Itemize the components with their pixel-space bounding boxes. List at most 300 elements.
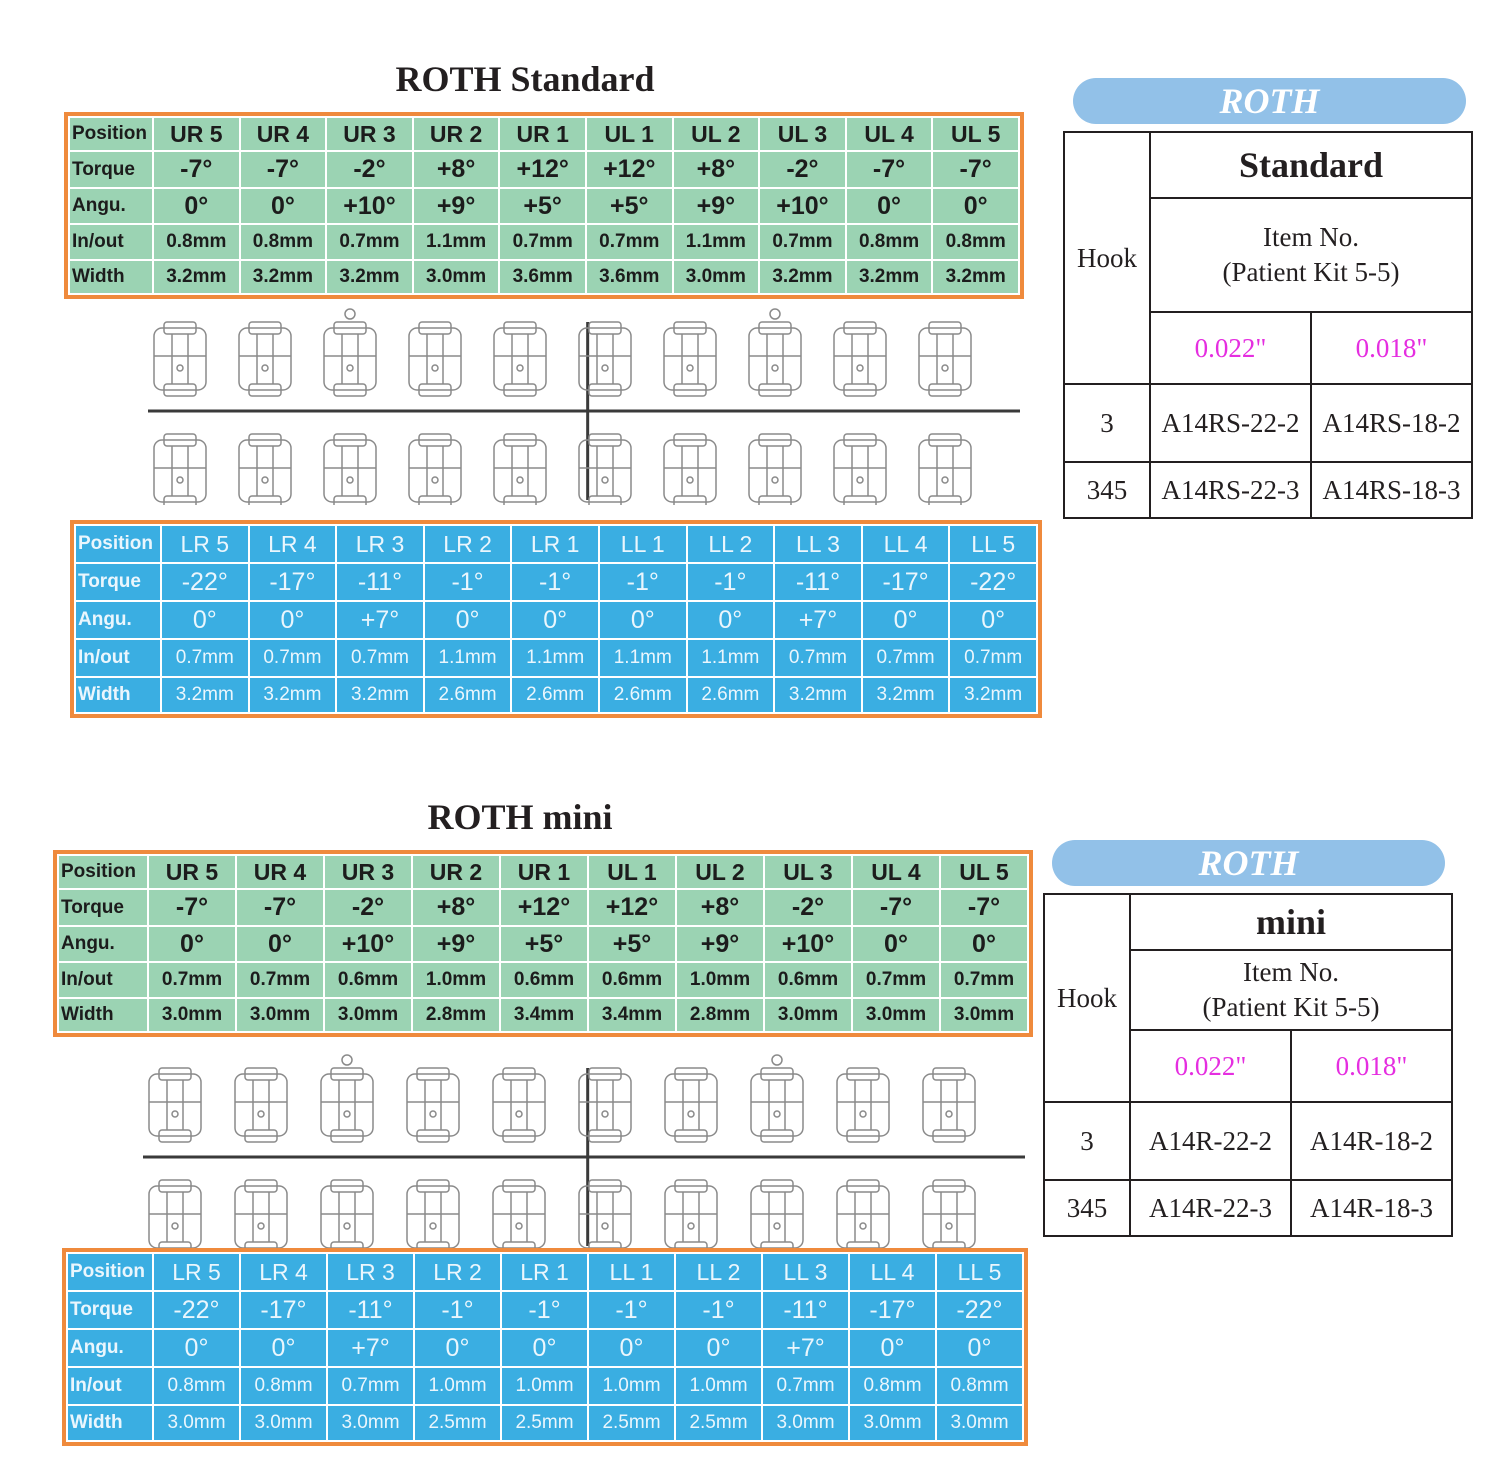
value-cell: -1°	[588, 1291, 675, 1329]
bracket-icon	[409, 434, 461, 505]
value-cell: 3.0mm	[324, 998, 412, 1032]
upper-spec-table-standard	[68, 116, 1020, 295]
row-label: Angu.	[69, 188, 153, 224]
value-cell: 3.2mm	[326, 260, 413, 294]
value-cell: +12°	[588, 889, 676, 926]
torque-row	[75, 563, 1037, 601]
row-label: Position	[69, 117, 153, 151]
value-cell: 0.8mm	[932, 224, 1019, 260]
item-table-standard	[1063, 131, 1473, 519]
hook-header: Hook	[1044, 894, 1130, 1102]
value-cell: 0.7mm	[327, 1367, 414, 1405]
value-cell: -1°	[424, 563, 512, 601]
value-cell: 0°	[153, 1329, 240, 1367]
tooth-position-cell: LL 2	[675, 1253, 762, 1291]
row-label: Angu.	[75, 601, 161, 639]
value-cell: 0°	[501, 1329, 588, 1367]
tooth-position-cell: UL 1	[586, 117, 673, 151]
bracket-icon	[749, 434, 801, 505]
angulation-row	[75, 601, 1037, 639]
value-cell: -1°	[675, 1291, 762, 1329]
value-cell: 3.0mm	[936, 1405, 1023, 1441]
bracket-icon	[493, 1180, 545, 1251]
item-cell: A14R-18-3	[1291, 1180, 1452, 1236]
value-cell: -11°	[327, 1291, 414, 1329]
row-label: Width	[69, 260, 153, 294]
inout-row	[75, 639, 1037, 677]
tooth-position-cell: LL 3	[774, 525, 862, 563]
value-cell: 2.5mm	[414, 1405, 501, 1441]
value-cell: 0.7mm	[862, 639, 950, 677]
hook-icon	[342, 1055, 352, 1065]
value-cell: 0°	[511, 601, 599, 639]
bracket-icon	[919, 322, 971, 396]
tooth-position-cell: LL 2	[687, 525, 775, 563]
value-cell: -2°	[764, 889, 852, 926]
angulation-row	[58, 926, 1028, 962]
value-cell: 2.8mm	[676, 998, 764, 1032]
value-cell: -11°	[762, 1291, 849, 1329]
tooth-position-cell: LL 3	[762, 1253, 849, 1291]
item-number-label: Item No.	[1243, 957, 1339, 987]
tooth-position-cell: LR 2	[424, 525, 512, 563]
value-cell: -17°	[862, 563, 950, 601]
tooth-position-cell: UL 5	[932, 117, 1019, 151]
bracket-icon	[324, 434, 376, 505]
value-cell: 0.7mm	[940, 962, 1028, 998]
tooth-position-cell: UR 4	[236, 855, 324, 889]
bracket-icon	[235, 1068, 287, 1142]
value-cell: 0°	[148, 926, 236, 962]
tooth-position-cell: UL 3	[759, 117, 846, 151]
value-cell: 0.7mm	[759, 224, 846, 260]
tooth-position-cell: UR 1	[499, 117, 586, 151]
tooth-position-cell: UR 3	[326, 117, 413, 151]
value-cell: 0°	[862, 601, 950, 639]
value-cell: 0.7mm	[326, 224, 413, 260]
value-cell: 3.2mm	[759, 260, 846, 294]
value-cell: 0°	[236, 926, 324, 962]
bracket-icon	[494, 322, 546, 396]
patient-kit-label: (Patient Kit 5-5)	[1222, 257, 1400, 287]
value-cell: 3.4mm	[588, 998, 676, 1032]
torque-row	[58, 889, 1028, 926]
bracket-icon	[664, 434, 716, 505]
value-cell: -2°	[324, 889, 412, 926]
value-cell: 0.8mm	[153, 224, 240, 260]
value-cell: -7°	[153, 151, 240, 188]
value-cell: 3.0mm	[762, 1405, 849, 1441]
value-cell: 0.7mm	[161, 639, 249, 677]
tooth-position-cell: UR 2	[412, 855, 500, 889]
bracket-icon	[407, 1068, 459, 1142]
tooth-position-cell: UR 1	[500, 855, 588, 889]
value-cell: +10°	[759, 188, 846, 224]
value-cell: 1.0mm	[414, 1367, 501, 1405]
value-cell: 0°	[936, 1329, 1023, 1367]
row-label: Width	[75, 677, 161, 713]
value-cell: 2.6mm	[687, 677, 775, 713]
value-cell: +5°	[499, 188, 586, 224]
item-cell: A14RS-22-2	[1150, 384, 1311, 462]
tooth-position-cell: LR 3	[327, 1253, 414, 1291]
inout-row	[69, 224, 1019, 260]
value-cell: 0°	[240, 188, 327, 224]
position-row	[69, 117, 1019, 151]
value-cell: 1.1mm	[687, 639, 775, 677]
value-cell: -2°	[759, 151, 846, 188]
item-cell: A14RS-18-3	[1311, 462, 1472, 518]
slot-022-header: 0.022"	[1130, 1030, 1291, 1102]
value-cell: 0°	[852, 926, 940, 962]
row-label: In/out	[67, 1367, 153, 1405]
value-cell: 0°	[849, 1329, 936, 1367]
tooth-position-cell: LR 5	[153, 1253, 240, 1291]
value-cell: -22°	[153, 1291, 240, 1329]
width-row	[75, 677, 1037, 713]
bracket-diagram-standard	[140, 300, 1030, 505]
torque-row	[67, 1291, 1023, 1329]
value-cell: 3.0mm	[849, 1405, 936, 1441]
tooth-position-cell: LR 4	[249, 525, 337, 563]
value-cell: +9°	[673, 188, 760, 224]
value-cell: -1°	[687, 563, 775, 601]
value-cell: +8°	[413, 151, 500, 188]
row-label: Position	[58, 855, 148, 889]
value-cell: 2.8mm	[412, 998, 500, 1032]
value-cell: 0.7mm	[774, 639, 862, 677]
value-cell: 0.8mm	[846, 224, 933, 260]
tooth-position-cell: UR 5	[148, 855, 236, 889]
value-cell: -1°	[599, 563, 687, 601]
value-cell: -17°	[249, 563, 337, 601]
value-cell: 2.6mm	[511, 677, 599, 713]
value-cell: +5°	[586, 188, 673, 224]
value-cell: 1.1mm	[599, 639, 687, 677]
value-cell: 0°	[599, 601, 687, 639]
value-cell: +9°	[413, 188, 500, 224]
item-number-header	[1130, 950, 1452, 1030]
value-cell: 0°	[846, 188, 933, 224]
tooth-position-cell: LL 1	[599, 525, 687, 563]
width-row	[67, 1405, 1023, 1441]
row-label: In/out	[69, 224, 153, 260]
value-cell: +8°	[676, 889, 764, 926]
patient-kit-label: (Patient Kit 5-5)	[1202, 992, 1380, 1022]
bracket-icon	[407, 1180, 459, 1251]
value-cell: -11°	[774, 563, 862, 601]
row-label: Width	[58, 998, 148, 1032]
value-cell: 3.0mm	[240, 1405, 327, 1441]
value-cell: 3.0mm	[148, 998, 236, 1032]
value-cell: 0.7mm	[762, 1367, 849, 1405]
tooth-position-cell: UL 4	[852, 855, 940, 889]
value-cell: +7°	[774, 601, 862, 639]
bracket-icon	[665, 1068, 717, 1142]
value-cell: -7°	[940, 889, 1028, 926]
position-row	[67, 1253, 1023, 1291]
value-cell: 1.0mm	[675, 1367, 762, 1405]
bracket-icon	[409, 322, 461, 396]
bracket-icon	[751, 1180, 803, 1251]
value-cell: -7°	[846, 151, 933, 188]
value-cell: -17°	[240, 1291, 327, 1329]
value-cell: +12°	[500, 889, 588, 926]
value-cell: 3.2mm	[161, 677, 249, 713]
value-cell: -17°	[849, 1291, 936, 1329]
bracket-icon	[149, 1068, 201, 1142]
value-cell: 1.1mm	[511, 639, 599, 677]
value-cell: 0°	[949, 601, 1037, 639]
tooth-position-cell: LL 4	[849, 1253, 936, 1291]
row-label: In/out	[75, 639, 161, 677]
bracket-icon	[324, 309, 376, 396]
value-cell: 0.7mm	[499, 224, 586, 260]
value-cell: 0.6mm	[500, 962, 588, 998]
inout-row	[67, 1367, 1023, 1405]
variant-header: Standard	[1150, 132, 1472, 198]
value-cell: 0.7mm	[249, 639, 337, 677]
value-cell: 1.0mm	[588, 1367, 675, 1405]
bracket-icon	[235, 1180, 287, 1251]
width-row	[58, 998, 1028, 1032]
hook-cell: 345	[1064, 462, 1150, 518]
value-cell: 3.2mm	[862, 677, 950, 713]
value-cell: 0°	[932, 188, 1019, 224]
value-cell: 1.0mm	[501, 1367, 588, 1405]
width-row	[69, 260, 1019, 294]
value-cell: 1.0mm	[676, 962, 764, 998]
value-cell: 0°	[240, 1329, 327, 1367]
value-cell: +10°	[764, 926, 852, 962]
value-cell: +8°	[673, 151, 760, 188]
value-cell: +7°	[762, 1329, 849, 1367]
value-cell: 1.1mm	[673, 224, 760, 260]
value-cell: +10°	[324, 926, 412, 962]
tooth-position-cell: LR 4	[240, 1253, 327, 1291]
row-label: Torque	[69, 151, 153, 188]
value-cell: 0.6mm	[764, 962, 852, 998]
value-cell: +5°	[500, 926, 588, 962]
value-cell: +8°	[412, 889, 500, 926]
value-cell: +9°	[676, 926, 764, 962]
hook-icon	[345, 309, 355, 319]
value-cell: 0°	[675, 1329, 762, 1367]
angulation-row	[67, 1329, 1023, 1367]
tooth-position-cell: LL 1	[588, 1253, 675, 1291]
tooth-position-cell: LL 4	[862, 525, 950, 563]
value-cell: +5°	[588, 926, 676, 962]
value-cell: 0.6mm	[588, 962, 676, 998]
value-cell: 2.6mm	[424, 677, 512, 713]
tooth-position-cell: LR 1	[511, 525, 599, 563]
position-row	[75, 525, 1037, 563]
bracket-icon	[154, 322, 206, 396]
bracket-icon	[321, 1180, 373, 1251]
item-cell: A14RS-18-2	[1311, 384, 1472, 462]
bracket-icon	[923, 1180, 975, 1251]
value-cell: 3.2mm	[846, 260, 933, 294]
row-label: Position	[67, 1253, 153, 1291]
hook-cell: 3	[1064, 384, 1150, 462]
value-cell: 3.4mm	[500, 998, 588, 1032]
value-cell: 0°	[153, 188, 240, 224]
tooth-position-cell: UL 2	[676, 855, 764, 889]
value-cell: -22°	[161, 563, 249, 601]
bracket-icon	[239, 434, 291, 505]
hook-cell: 3	[1044, 1102, 1130, 1180]
bracket-icon	[919, 434, 971, 505]
value-cell: -2°	[326, 151, 413, 188]
value-cell: +9°	[412, 926, 500, 962]
value-cell: 0.8mm	[153, 1367, 240, 1405]
tooth-position-cell: UR 2	[413, 117, 500, 151]
value-cell: 1.0mm	[412, 962, 500, 998]
value-cell: 3.2mm	[153, 260, 240, 294]
value-cell: 2.5mm	[588, 1405, 675, 1441]
value-cell: -1°	[414, 1291, 501, 1329]
bracket-icon	[834, 322, 886, 396]
item-cell: A14RS-22-3	[1150, 462, 1311, 518]
item-cell: A14R-22-2	[1130, 1102, 1291, 1180]
tooth-position-cell: UL 5	[940, 855, 1028, 889]
value-cell: 0.8mm	[936, 1367, 1023, 1405]
bracket-icon	[837, 1068, 889, 1142]
bracket-diagram-mini	[135, 1046, 1035, 1251]
value-cell: 2.5mm	[675, 1405, 762, 1441]
value-cell: 0.7mm	[852, 962, 940, 998]
roth-badge-mini: ROTH	[1052, 840, 1445, 886]
value-cell: 0.7mm	[586, 224, 673, 260]
bracket-icon	[923, 1068, 975, 1142]
bracket-icon	[664, 322, 716, 396]
value-cell: -7°	[240, 151, 327, 188]
hook-icon	[772, 1055, 782, 1065]
hook-header: Hook	[1064, 132, 1150, 384]
row-label: Width	[67, 1405, 153, 1441]
value-cell: 3.2mm	[774, 677, 862, 713]
row-label: Angu.	[67, 1329, 153, 1367]
value-cell: 3.0mm	[940, 998, 1028, 1032]
row-label: Torque	[67, 1291, 153, 1329]
value-cell: +7°	[327, 1329, 414, 1367]
angulation-row	[69, 188, 1019, 224]
item-number-label: Item No.	[1263, 222, 1359, 252]
value-cell: 0.8mm	[849, 1367, 936, 1405]
value-cell: 0.7mm	[236, 962, 324, 998]
value-cell: 0°	[249, 601, 337, 639]
value-cell: 2.6mm	[599, 677, 687, 713]
tooth-position-cell: UL 1	[588, 855, 676, 889]
bracket-icon	[239, 322, 291, 396]
row-label: In/out	[58, 962, 148, 998]
row-label: Torque	[58, 889, 148, 926]
tooth-position-cell: UL 2	[673, 117, 760, 151]
value-cell: 3.2mm	[240, 260, 327, 294]
value-cell: -7°	[932, 151, 1019, 188]
tooth-position-cell: LL 5	[936, 1253, 1023, 1291]
item-cell: A14R-18-2	[1291, 1102, 1452, 1180]
upper-spec-table-mini	[57, 854, 1029, 1033]
tooth-position-cell: LL 5	[949, 525, 1037, 563]
bracket-icon	[321, 1055, 373, 1142]
bracket-icon	[493, 1068, 545, 1142]
bracket-icon	[665, 1180, 717, 1251]
slot-018-header: 0.018"	[1311, 312, 1472, 384]
tooth-position-cell: LR 1	[501, 1253, 588, 1291]
value-cell: 3.0mm	[852, 998, 940, 1032]
value-cell: 3.2mm	[336, 677, 424, 713]
value-cell: 3.0mm	[673, 260, 760, 294]
value-cell: 3.2mm	[249, 677, 337, 713]
value-cell: 0°	[424, 601, 512, 639]
value-cell: -22°	[936, 1291, 1023, 1329]
lower-spec-table-standard	[74, 524, 1038, 714]
bracket-icon	[149, 1180, 201, 1251]
tooth-position-cell: LR 5	[161, 525, 249, 563]
variant-header: mini	[1130, 894, 1452, 950]
value-cell: 3.0mm	[236, 998, 324, 1032]
value-cell: 2.5mm	[501, 1405, 588, 1441]
item-number-header	[1150, 198, 1472, 312]
torque-row	[69, 151, 1019, 188]
hook-cell: 345	[1044, 1180, 1130, 1236]
tooth-position-cell: UL 3	[764, 855, 852, 889]
value-cell: -1°	[511, 563, 599, 601]
item-table-mini	[1043, 893, 1453, 1237]
section-title-standard: ROTH Standard	[395, 59, 655, 99]
value-cell: 1.1mm	[424, 639, 512, 677]
bracket-icon	[834, 434, 886, 505]
tooth-position-cell: LR 2	[414, 1253, 501, 1291]
hook-icon	[770, 309, 780, 319]
inout-row	[58, 962, 1028, 998]
value-cell: 3.0mm	[764, 998, 852, 1032]
bracket-icon	[494, 434, 546, 505]
value-cell: -1°	[501, 1291, 588, 1329]
value-cell: 3.0mm	[153, 1405, 240, 1441]
tooth-position-cell: UR 4	[240, 117, 327, 151]
value-cell: 0°	[687, 601, 775, 639]
value-cell: 0.8mm	[240, 1367, 327, 1405]
value-cell: -22°	[949, 563, 1037, 601]
value-cell: -11°	[336, 563, 424, 601]
value-cell: 3.0mm	[413, 260, 500, 294]
value-cell: 3.2mm	[932, 260, 1019, 294]
row-label: Position	[75, 525, 161, 563]
bracket-icon	[751, 1055, 803, 1142]
value-cell: 3.6mm	[499, 260, 586, 294]
lower-spec-table-mini	[66, 1252, 1024, 1442]
tooth-position-cell: LR 3	[336, 525, 424, 563]
value-cell: 3.6mm	[586, 260, 673, 294]
value-cell: -7°	[148, 889, 236, 926]
row-label: Torque	[75, 563, 161, 601]
item-cell: A14R-22-3	[1130, 1180, 1291, 1236]
tooth-position-cell: UR 3	[324, 855, 412, 889]
value-cell: 3.0mm	[327, 1405, 414, 1441]
value-cell: +12°	[499, 151, 586, 188]
value-cell: -7°	[852, 889, 940, 926]
tooth-position-cell: UL 4	[846, 117, 933, 151]
value-cell: 1.1mm	[413, 224, 500, 260]
value-cell: -7°	[236, 889, 324, 926]
value-cell: 0°	[414, 1329, 501, 1367]
tooth-position-cell: UR 5	[153, 117, 240, 151]
bracket-icon	[749, 309, 801, 396]
value-cell: +10°	[326, 188, 413, 224]
slot-018-header: 0.018"	[1291, 1030, 1452, 1102]
